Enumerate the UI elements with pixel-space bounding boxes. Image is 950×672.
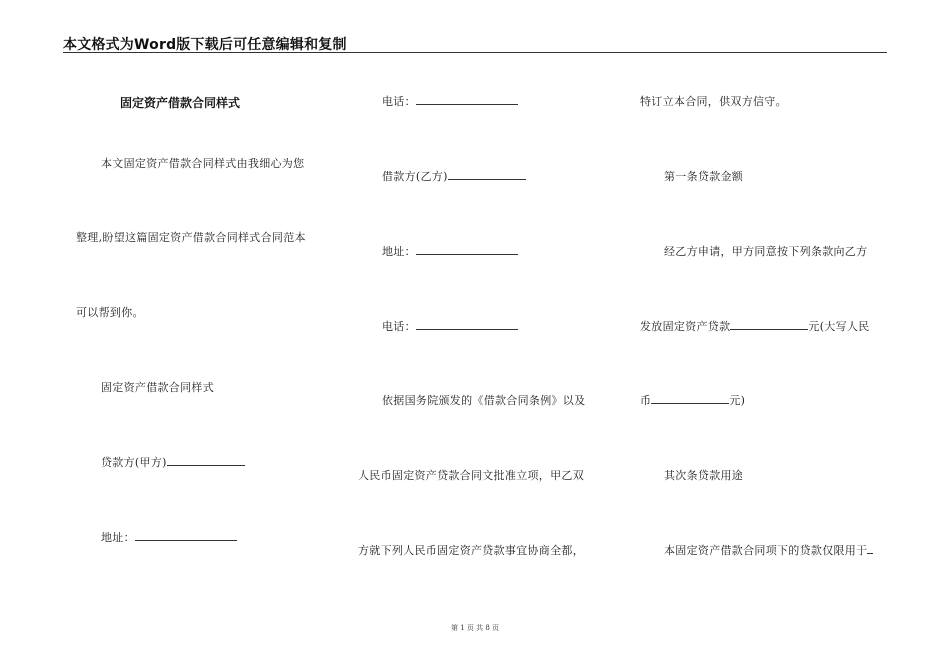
borrower-phone-line bbox=[382, 318, 518, 334]
currency-suffix: 元) bbox=[729, 394, 746, 407]
borrower-line bbox=[382, 168, 526, 184]
borrower-address-blank[interactable] bbox=[416, 243, 518, 255]
currency-label: 币 bbox=[640, 394, 652, 407]
currency-line bbox=[640, 392, 745, 408]
loan-purpose-line bbox=[664, 542, 873, 558]
column-1 bbox=[63, 0, 333, 620]
lender-label: 贷款方(甲方) bbox=[101, 456, 167, 469]
borrower-address-line bbox=[382, 243, 518, 259]
lender-address-line bbox=[101, 529, 237, 545]
col3-line-1: 特订立本合同，供双方信守。 bbox=[640, 95, 787, 108]
lender-phone-blank[interactable] bbox=[416, 93, 518, 105]
body-line-2: 人民币固定资产贷款合同文批准立项，甲乙双 bbox=[358, 469, 584, 482]
header-title: 本文格式为Word版下载后可任意编辑和复制 bbox=[63, 37, 347, 53]
loan-amount-line bbox=[640, 318, 870, 334]
borrower-phone-blank[interactable] bbox=[416, 318, 518, 330]
loan-amount-label: 发放固定资产贷款 bbox=[640, 320, 731, 333]
article-2-title: 其次条贷款用途 bbox=[664, 469, 744, 482]
article-1-title: 第一条贷款金额 bbox=[664, 170, 744, 183]
intro-line-3: 可以帮到你。 bbox=[76, 306, 144, 319]
borrower-blank[interactable] bbox=[448, 168, 526, 180]
lender-phone-label: 电话： bbox=[382, 95, 416, 108]
lender-address-blank[interactable] bbox=[135, 529, 237, 541]
intro-line-2: 整理,盼望这篇固定资产借款合同样式合同范本 bbox=[76, 231, 306, 244]
loan-purpose-label: 本固定资产借款合同项下的贷款仅限用于 bbox=[664, 544, 868, 557]
document-title: 固定资产借款合同样式 bbox=[120, 96, 241, 110]
borrower-address-label: 地址： bbox=[382, 245, 416, 258]
borrower-label: 借款方(乙方) bbox=[382, 170, 448, 183]
col3-line-3: 经乙方申请，甲方同意按下列条款向乙方 bbox=[664, 245, 868, 258]
loan-amount-suffix: 元(大写人民 bbox=[808, 320, 870, 333]
page-footer: 第 1 页 共 8 页 bbox=[450, 624, 500, 632]
column-2 bbox=[355, 0, 615, 620]
body-line-1: 依据国务院颁发的《借款合同条例》以及 bbox=[382, 394, 586, 407]
loan-purpose-blank[interactable] bbox=[867, 542, 873, 554]
loan-amount-blank[interactable] bbox=[730, 318, 808, 330]
lender-line bbox=[101, 454, 245, 470]
lender-blank[interactable] bbox=[167, 454, 245, 466]
column-3 bbox=[638, 0, 890, 620]
currency-blank[interactable] bbox=[651, 392, 729, 404]
body-line-3: 方就下列人民币固定资产贷款事宜协商全都， bbox=[358, 544, 584, 557]
lender-address-label: 地址： bbox=[101, 531, 135, 544]
section-title: 固定资产借款合同样式 bbox=[101, 381, 214, 394]
intro-line-1: 本文固定资产借款合同样式由我细心为您 bbox=[101, 157, 305, 170]
lender-phone-line bbox=[382, 93, 518, 109]
borrower-phone-label: 电话： bbox=[382, 320, 416, 333]
